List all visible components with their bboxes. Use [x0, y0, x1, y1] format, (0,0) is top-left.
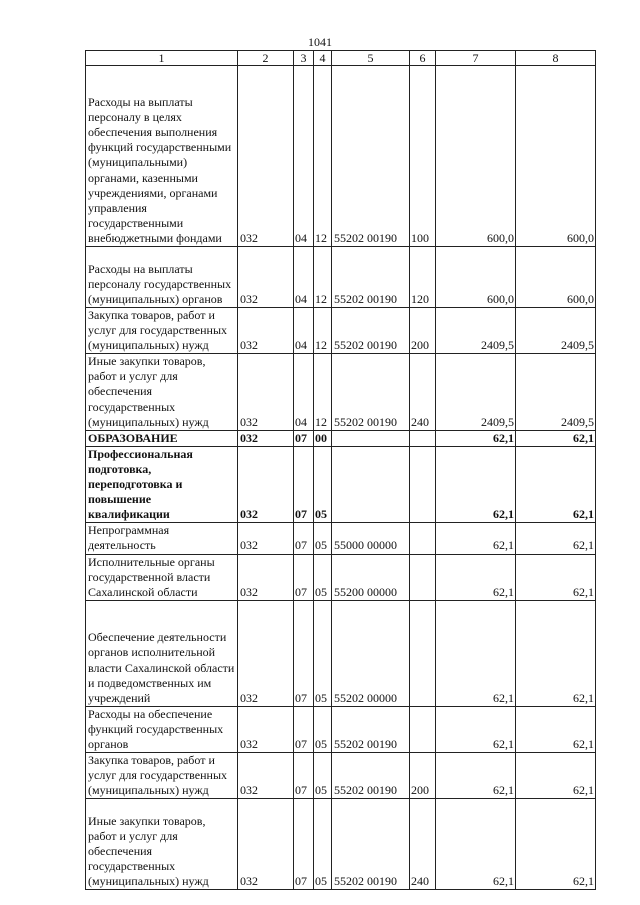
row-name: Иные закупки товаров, работ и услуг для обеспечения государственных (муниципальных) нужд — [86, 354, 238, 430]
cell-amount-2: 62,1 — [516, 753, 596, 799]
cell-section: 04 — [294, 66, 314, 247]
cell-expense-type: 240 — [410, 354, 436, 430]
cell-amount-2: 62,1 — [516, 706, 596, 752]
cell-subsection: 05 — [314, 554, 332, 600]
header-cell: 4 — [314, 51, 332, 66]
cell-target-article: 55202 00190 — [332, 247, 410, 308]
row-name: Обеспечение деятельности органов исполнительной власти Сахалинской области и подведомственных им учреждений — [86, 600, 238, 706]
cell-target-article: 55200 00000 — [332, 554, 410, 600]
cell-subsection: 05 — [314, 706, 332, 752]
cell-subsection: 12 — [314, 66, 332, 247]
cell-target-article — [332, 430, 410, 446]
row-name: ОБРАЗОВАНИЕ — [86, 430, 238, 446]
row-name: Профессиональная подготовка, переподготовка и повышение квалификации — [86, 446, 238, 522]
cell-amount-2: 2409,5 — [516, 354, 596, 430]
cell-section: 04 — [294, 354, 314, 430]
cell-admin-code: 032 — [238, 706, 294, 752]
row-name: Расходы на выплаты персоналу в целях обеспечения выполнения функций государственными (муниципальными) органами, казенными учреждениями, органами управления государственными внебюджетными фондами — [86, 66, 238, 247]
cell-expense-type — [410, 523, 436, 554]
cell-admin-code: 032 — [238, 600, 294, 706]
row-name: Закупка товаров, работ и услуг для государственных (муниципальных) нужд — [86, 753, 238, 799]
table-row — [86, 706, 596, 752]
row-name: Исполнительные органы государственной власти Сахалинской области — [86, 554, 238, 600]
cell-target-article: 55202 00190 — [332, 354, 410, 430]
cell-admin-code: 032 — [238, 247, 294, 308]
cell-section: 07 — [294, 799, 314, 890]
cell-admin-code: 032 — [238, 799, 294, 890]
row-name: Закупка товаров, работ и услуг для государственных (муниципальных) нужд — [86, 308, 238, 354]
table-row — [86, 753, 596, 799]
cell-target-article: 55202 00190 — [332, 753, 410, 799]
cell-expense-type — [410, 706, 436, 752]
cell-amount-1: 62,1 — [436, 753, 516, 799]
cell-expense-type: 100 — [410, 66, 436, 247]
cell-target-article: 55202 00190 — [332, 799, 410, 890]
header-cell: 6 — [410, 51, 436, 66]
cell-amount-1: 62,1 — [436, 554, 516, 600]
cell-section: 07 — [294, 446, 314, 522]
cell-amount-1: 62,1 — [436, 600, 516, 706]
cell-target-article: 55202 00190 — [332, 308, 410, 354]
cell-subsection: 05 — [314, 600, 332, 706]
table-row — [86, 554, 596, 600]
cell-subsection: 12 — [314, 308, 332, 354]
row-name: Непрограммная деятельность — [86, 523, 238, 554]
table-row — [86, 308, 596, 354]
cell-amount-2: 62,1 — [516, 523, 596, 554]
row-name: Иные закупки товаров, работ и услуг для обеспечения государственных (муниципальных) нужд — [86, 799, 238, 890]
cell-subsection: 05 — [314, 446, 332, 522]
cell-expense-type — [410, 446, 436, 522]
cell-subsection: 00 — [314, 430, 332, 446]
cell-target-article: 55202 00190 — [332, 66, 410, 247]
cell-target-article: 55000 00000 — [332, 523, 410, 554]
row-name: Расходы на выплаты персоналу государственных (муниципальных) органов — [86, 247, 238, 308]
header-cell: 3 — [294, 51, 314, 66]
cell-expense-type — [410, 554, 436, 600]
cell-admin-code: 032 — [238, 308, 294, 354]
table-row — [86, 523, 596, 554]
cell-amount-2: 62,1 — [516, 799, 596, 890]
cell-amount-2: 62,1 — [516, 446, 596, 522]
cell-subsection: 12 — [314, 247, 332, 308]
header-cell: 5 — [332, 51, 410, 66]
table-row — [86, 247, 596, 308]
cell-amount-1: 62,1 — [436, 706, 516, 752]
cell-amount-2: 600,0 — [516, 247, 596, 308]
cell-subsection: 05 — [314, 799, 332, 890]
header-cell: 2 — [238, 51, 294, 66]
page-number: 1041 — [308, 35, 332, 49]
cell-admin-code: 032 — [238, 753, 294, 799]
cell-expense-type: 120 — [410, 247, 436, 308]
cell-expense-type: 200 — [410, 753, 436, 799]
cell-admin-code: 032 — [238, 446, 294, 522]
cell-admin-code: 032 — [238, 523, 294, 554]
cell-section: 04 — [294, 308, 314, 354]
cell-target-article: 55202 00000 — [332, 600, 410, 706]
cell-expense-type: 240 — [410, 799, 436, 890]
cell-section: 04 — [294, 247, 314, 308]
cell-section: 07 — [294, 554, 314, 600]
cell-amount-2: 2409,5 — [516, 308, 596, 354]
cell-target-article: 55202 00190 — [332, 706, 410, 752]
cell-target-article — [332, 446, 410, 522]
header-cell: 8 — [516, 51, 596, 66]
cell-amount-1: 600,0 — [436, 247, 516, 308]
cell-amount-1: 62,1 — [436, 430, 516, 446]
header-row — [86, 51, 596, 66]
cell-amount-1: 62,1 — [436, 523, 516, 554]
table-row — [86, 66, 596, 247]
cell-amount-1: 2409,5 — [436, 354, 516, 430]
cell-section: 07 — [294, 523, 314, 554]
table-row-section — [86, 430, 596, 446]
cell-expense-type — [410, 600, 436, 706]
cell-admin-code: 032 — [238, 66, 294, 247]
cell-subsection: 05 — [314, 753, 332, 799]
table-row — [86, 354, 596, 430]
cell-amount-1: 62,1 — [436, 799, 516, 890]
cell-admin-code: 032 — [238, 354, 294, 430]
budget-table — [85, 50, 596, 890]
row-name: Расходы на обеспечение функций государственных органов — [86, 706, 238, 752]
cell-subsection: 12 — [314, 354, 332, 430]
cell-subsection: 05 — [314, 523, 332, 554]
cell-section: 07 — [294, 706, 314, 752]
cell-amount-2: 62,1 — [516, 554, 596, 600]
cell-amount-2: 62,1 — [516, 600, 596, 706]
cell-amount-2: 600,0 — [516, 66, 596, 247]
cell-amount-1: 600,0 — [436, 66, 516, 247]
cell-admin-code: 032 — [238, 554, 294, 600]
cell-amount-1: 62,1 — [436, 446, 516, 522]
cell-section: 07 — [294, 430, 314, 446]
cell-section: 07 — [294, 753, 314, 799]
cell-amount-1: 2409,5 — [436, 308, 516, 354]
cell-expense-type: 200 — [410, 308, 436, 354]
table-row — [86, 799, 596, 890]
table-row — [86, 600, 596, 706]
cell-section: 07 — [294, 600, 314, 706]
cell-amount-2: 62,1 — [516, 430, 596, 446]
table-row-subsection — [86, 446, 596, 522]
cell-admin-code: 032 — [238, 430, 294, 446]
header-cell: 7 — [436, 51, 516, 66]
header-cell: 1 — [86, 51, 238, 66]
cell-expense-type — [410, 430, 436, 446]
